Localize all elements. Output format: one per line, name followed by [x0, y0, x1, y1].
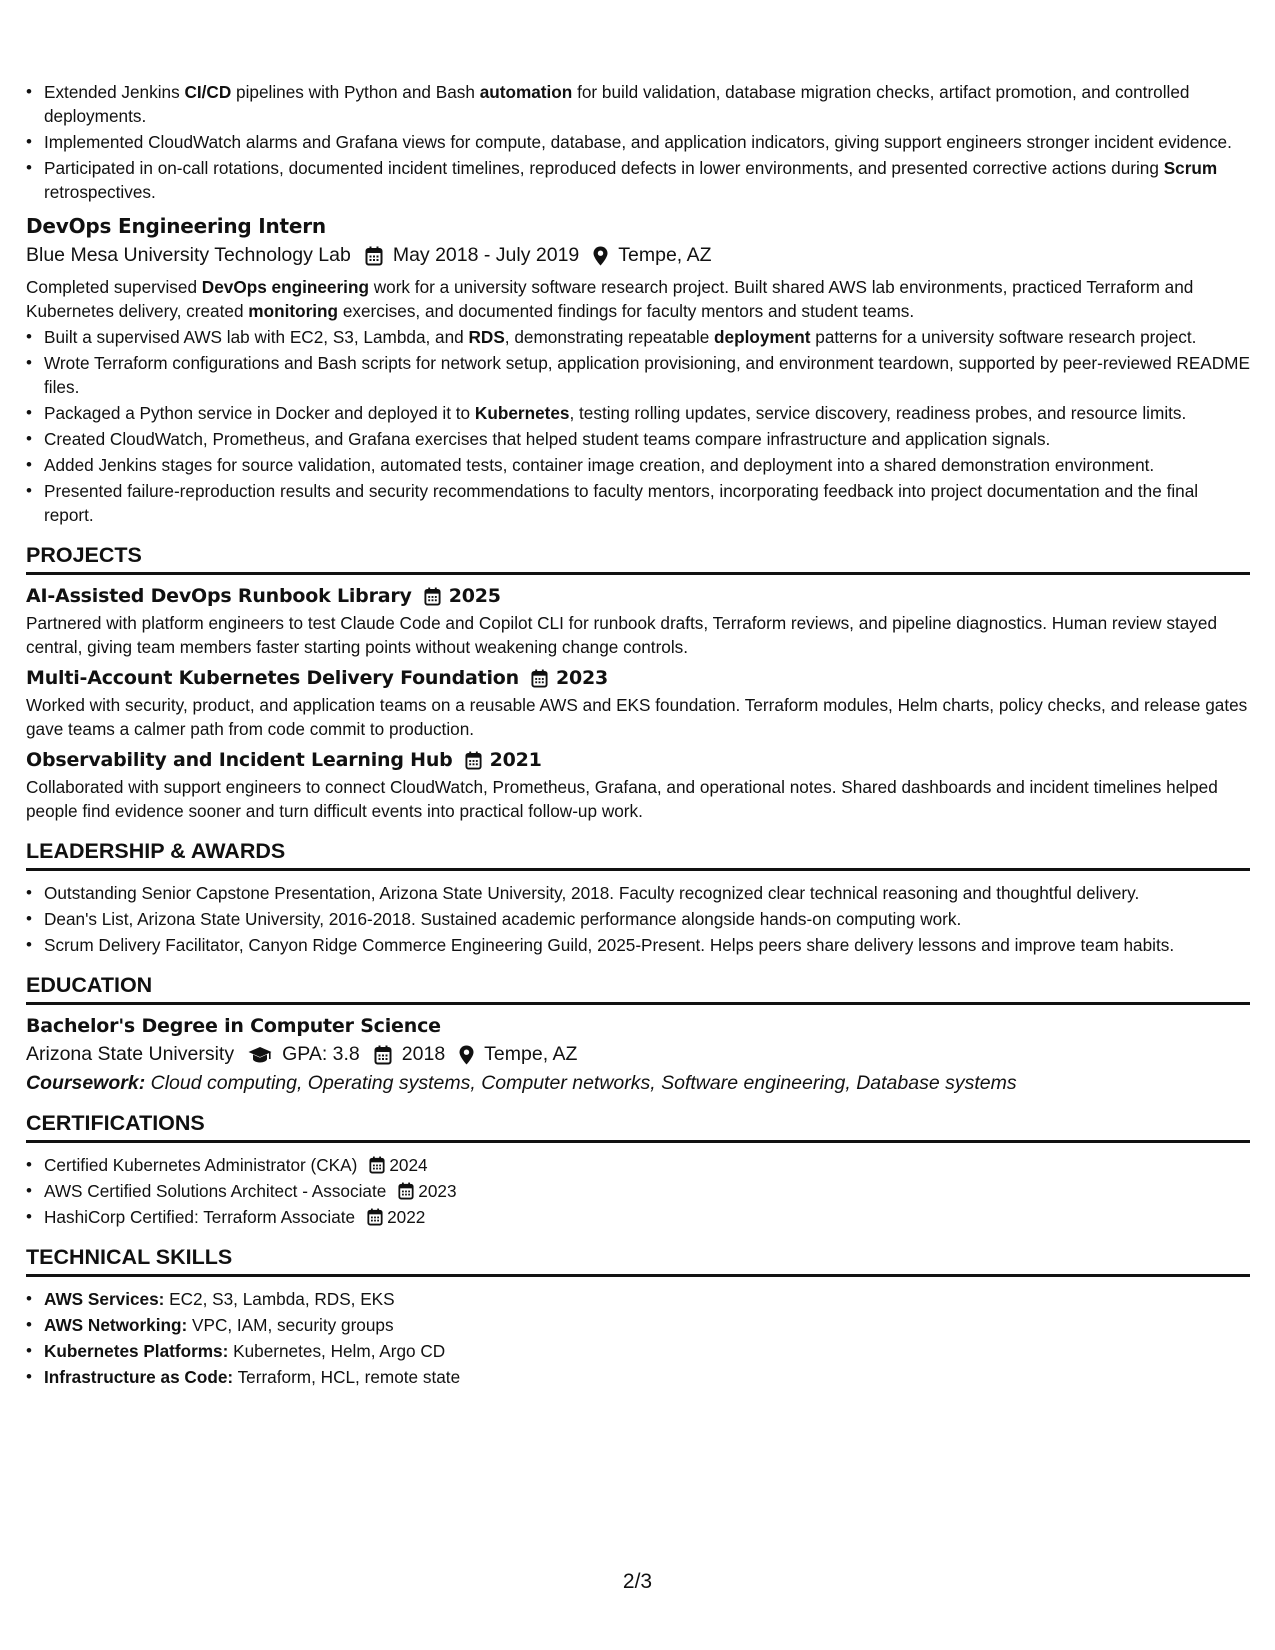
text-segment: retrospectives. [44, 182, 156, 202]
text-segment: Wrote Terraform configurations and Bash scripts for network setup, application provisioning, and environment teardown, supported by peer-reviewed README files. [44, 353, 1250, 397]
job-bullet [26, 325, 1250, 349]
project-title-row [26, 585, 1250, 607]
skill-item [26, 1365, 1250, 1389]
bold-keyword: Scrum [1163, 158, 1218, 178]
coursework-label: Coursework: [26, 1072, 146, 1094]
calendar-icon [465, 751, 482, 770]
skill-label: AWS Networking: [44, 1315, 188, 1335]
job-summary [26, 275, 1250, 323]
skill-value: Kubernetes, Helm, Argo CD [233, 1341, 446, 1361]
calendar-icon [369, 1156, 385, 1174]
skill-item [26, 1313, 1250, 1337]
skill-item [26, 1287, 1250, 1311]
job-bullet [26, 427, 1250, 451]
company-name: Blue Mesa University Technology Lab [26, 244, 351, 266]
graduation-cap-icon [248, 1046, 272, 1064]
text-segment: Completed supervised [26, 277, 202, 297]
skills-list [26, 1287, 1250, 1389]
bold-keyword: DevOps engineering [201, 277, 369, 297]
project-year: 2021 [489, 749, 542, 771]
skill-label: Infrastructure as Code: [44, 1367, 234, 1387]
page-number: 2/3 [622, 1570, 653, 1593]
certification-list [26, 1153, 1250, 1229]
text-segment: Participated in on-call rotations, documented incident timelines, reproduced defects in lower environments, and presented corrective actions during [44, 158, 1164, 178]
project-title-row [26, 667, 1250, 689]
leadership-item: • Outstanding Senior Capstone Presentation, Arizona State University, 2018. Faculty recognized clear technical reasoning and thoughtful delivery. [26, 881, 1250, 905]
certification-year: 2024 [389, 1155, 428, 1175]
text-segment: Added Jenkins stages for source validation, automated tests, container image creation, and deployment into a shared demonstration environment. [44, 455, 1155, 475]
coursework-list: Cloud computing, Operating systems, Computer networks, Software engineering, Database systems [150, 1072, 1017, 1094]
calendar-icon [374, 1045, 392, 1065]
skill-label: Kubernetes Platforms: [44, 1341, 229, 1361]
project-description: Collaborated with support engineers to connect CloudWatch, Prometheus, Grafana, and operational notes. Shared dashboards and incident timelines helped people find evidence sooner and turn difficult events into practical follow-up work. [26, 777, 1218, 821]
text-segment: Created CloudWatch, Prometheus, and Grafana exercises that helped student teams compare infrastructure and application signals. [44, 429, 1051, 449]
education-meta [26, 1043, 1250, 1066]
project-item [26, 667, 1250, 741]
map-pin-icon [459, 1045, 474, 1065]
skill-item [26, 1339, 1250, 1363]
project-title: Observability and Incident Learning Hub [26, 749, 453, 771]
skill-value: Terraform, HCL, remote state [237, 1367, 461, 1387]
calendar-icon [398, 1182, 414, 1200]
job-bullet [26, 453, 1250, 477]
resume-page [26, 80, 1250, 1391]
school-name: Arizona State University [26, 1043, 235, 1065]
leadership-item: • Scrum Delivery Facilitator, Canyon Ridge Commerce Engineering Guild, 2025-Present. Helps peers share delivery lessons and improve team habits. [26, 933, 1250, 957]
project-title: AI-Assisted DevOps Runbook Library [26, 585, 412, 607]
project-title-row [26, 749, 1250, 771]
section-heading-certifications: CERTIFICATIONS [26, 1111, 1250, 1143]
certification-year: 2022 [387, 1207, 426, 1227]
section-heading-education: EDUCATION [26, 973, 1250, 1005]
job-title: DevOps Engineering Intern [26, 214, 326, 238]
certification-item [26, 1153, 1250, 1177]
project-description: Partnered with platform engineers to test Claude Code and Copilot CLI for runbook drafts, Terraform reviews, and pipeline diagnostics. Human review stayed central, giving team members faster starting points without weakening change controls. [26, 613, 1218, 657]
text-segment: Packaged a Python service in Docker and deployed it to [44, 403, 475, 423]
experience-bullet [26, 130, 1250, 154]
bold-keyword: monitoring [248, 301, 339, 321]
text-segment: Presented failure-reproduction results and security recommendations to faculty mentors, incorporating feedback into project documentation and the final report. [44, 481, 1199, 525]
job-meta [26, 244, 1250, 267]
graduation-year: 2018 [401, 1043, 446, 1065]
gpa: GPA: 3.8 [282, 1043, 360, 1065]
certification-year: 2023 [418, 1181, 457, 1201]
leadership-item: • Dean's List, Arizona State University, 2016-2018. Sustained academic performance alongside hands-on computing work. [26, 907, 1250, 931]
leadership-list [26, 881, 1250, 957]
calendar-icon [531, 669, 548, 688]
certification-name: • AWS Certified Solutions Architect - Associate [44, 1181, 387, 1201]
skill-value: EC2, S3, Lambda, RDS, EKS [169, 1289, 395, 1309]
certification-name: • HashiCorp Certified: Terraform Associate [44, 1207, 356, 1227]
text-segment: Extended Jenkins [44, 82, 185, 102]
calendar-icon [367, 1208, 383, 1226]
calendar-icon [365, 246, 383, 266]
certification-item [26, 1205, 1250, 1229]
text-segment: for build validation, database migration checks, artifact promotion, and controlled deployments. [44, 82, 1190, 126]
text-segment: Implemented CloudWatch alarms and Grafana views for compute, database, and application indicators, giving support engineers stronger incident evidence. [44, 132, 1232, 152]
text-segment: patterns for a university software research project. [810, 327, 1197, 347]
bold-keyword: deployment [714, 327, 811, 347]
text-segment: Built a supervised AWS lab with EC2, S3, Lambda, and [44, 327, 469, 347]
bold-keyword: automation [479, 82, 573, 102]
text-segment: work for a university software research project. Built shared AWS lab environments, practiced Terraform and Kubernetes delivery, created [26, 277, 1194, 321]
text-segment: pipelines with Python and Bash [231, 82, 480, 102]
bold-keyword: RDS [468, 327, 505, 347]
project-title: Multi-Account Kubernetes Delivery Foundation [26, 667, 519, 689]
project-item [26, 585, 1250, 659]
text-segment: , testing rolling updates, service discovery, readiness probes, and resource limits. [569, 403, 1187, 423]
certification-name: • Certified Kubernetes Administrator (CKA) [44, 1155, 358, 1175]
experience-bullet [26, 156, 1250, 204]
job-bullet [26, 401, 1250, 425]
text-segment: exercises, and documented findings for faculty mentors and student teams. [338, 301, 915, 321]
education-location: Tempe, AZ [484, 1043, 578, 1065]
job-location: Tempe, AZ [618, 244, 712, 266]
degree-title: Bachelor's Degree in Computer Science [26, 1015, 441, 1037]
project-description: Worked with security, product, and application teams on a reusable AWS and EKS foundation. Terraform modules, Helm charts, policy checks, and release gates gave teams a calmer path from code commit to production. [26, 695, 1248, 739]
job-bullets [26, 325, 1250, 527]
section-heading-leadership: LEADERSHIP & AWARDS [26, 839, 1250, 871]
section-heading-skills: TECHNICAL SKILLS [26, 1245, 1250, 1277]
experience-bullets [26, 80, 1250, 204]
skill-label: AWS Services: [44, 1289, 165, 1309]
job-bullet [26, 479, 1250, 527]
coursework [26, 1072, 1250, 1095]
bold-keyword: Kubernetes [474, 403, 570, 423]
job-dates: May 2018 - July 2019 [392, 244, 580, 266]
text-segment: , demonstrating repeatable [504, 327, 715, 347]
project-item [26, 749, 1250, 823]
certification-item [26, 1179, 1250, 1203]
experience-bullet [26, 80, 1250, 128]
map-pin-icon [593, 246, 608, 266]
section-heading-projects: PROJECTS [26, 543, 1250, 575]
bold-keyword: CI/CD [184, 82, 232, 102]
job-bullet [26, 351, 1250, 399]
project-year: 2025 [448, 585, 501, 607]
calendar-icon [424, 587, 441, 606]
project-year: 2023 [555, 667, 609, 689]
skill-value: VPC, IAM, security groups [192, 1315, 394, 1335]
